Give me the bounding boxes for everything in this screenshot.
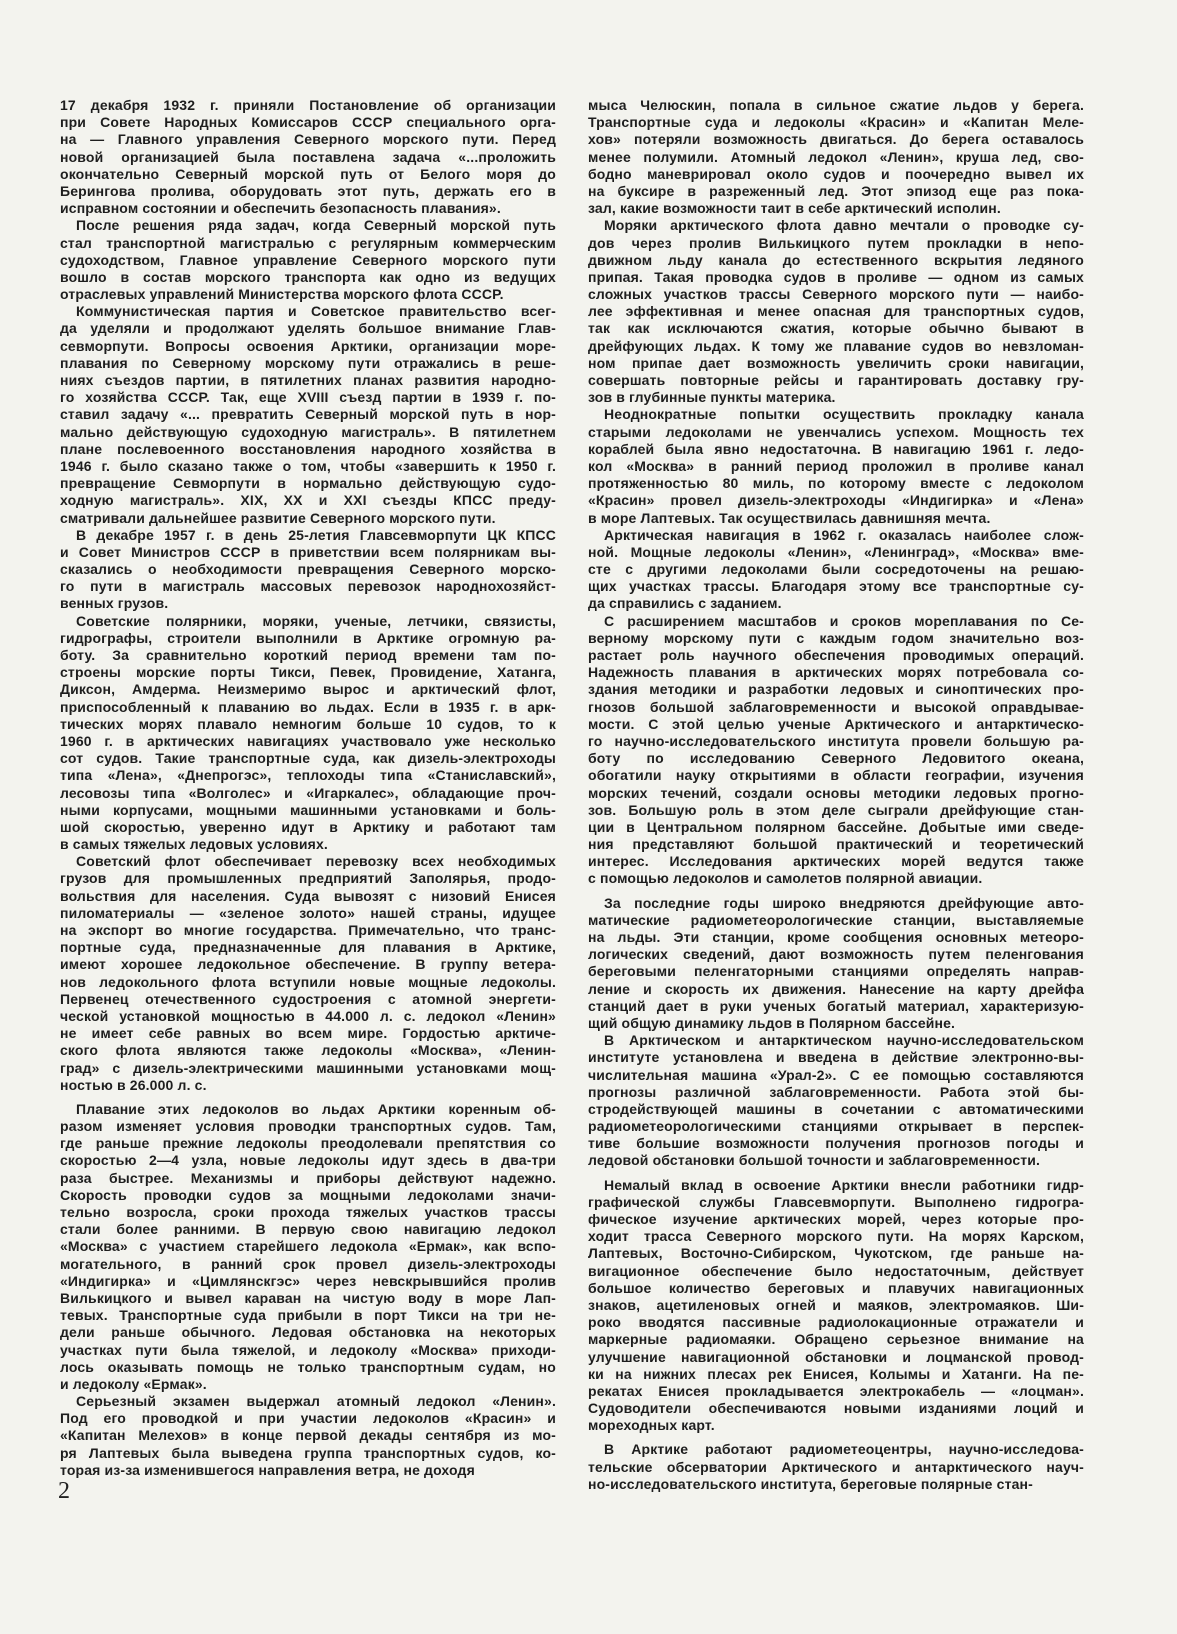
text-line: в море Лаптевых. Так осуществилась давнишняя мечта. [588,509,991,526]
text-line: гнозов большой заблаговременности и высокой оправдывае- [588,698,1084,715]
text-line: шой скоростью, уверенно идут в Арктику и работают там [60,818,556,835]
text-line: го научно-исследовательского института провели большую ра- [588,732,1084,749]
text-line: мости. С этой целью ученые Арктического и антарктическо- [588,715,1084,732]
text-line: После решения ряда задач, когда Северный морской путь [76,217,556,234]
text-line: окончательно Северный морской путь от Белого моря до [60,165,556,182]
text-line: ном припае дает возможность увеличить сроки навигации, [588,354,1084,371]
text-line: сот судов. Такие транспортные суда, как дизель-электроходы [60,750,556,767]
text-line: 1960 г. в арктических навигациях участвовало уже несколько [60,732,556,749]
text-line: зал, какие возможности таит в себе арктический исполин. [588,200,1001,217]
text-line: ной. Мощные ледоколы «Ленин», «Ленинград», «Москва» вме- [588,543,1084,560]
text-line: с помощью ледоколов и самолетов полярной авиации. [588,870,983,887]
text-line: станций дает в руки ученых богатый материал, характеризую- [588,997,1084,1014]
text-line: Моряки арктического флота давно мечтали о проводке су- [604,217,1084,234]
text-line: «Индигирка» и «Цимлянскгэс» через невскрывшийся пролив [60,1272,556,1289]
text-line: щий общую динамику льдов в Полярном бассейне. [588,1014,956,1031]
text-line: но-исследовательского института, береговые полярные стан- [588,1475,1033,1492]
text-line: «Капитан Мелехов» в конце первой декады сентября из мо- [60,1427,556,1444]
text-line: тевых. Транспортные суда прибыли в порт Тикси на три не- [60,1307,556,1324]
text-line: и ледоколу «Ермак». [60,1375,207,1392]
paragraph [60,1101,556,1393]
text-line: разом изменяет условия проводки транспортных судов. Там, [60,1118,556,1135]
text-line: Арктическая навигация в 1962 г. оказалась наиболее слож- [604,526,1084,543]
text-line: вигационное обеспечение было недостаточным, действует [588,1262,1084,1279]
text-line: го хозяйства СССР. Так, еще XVIII съезд партии в 1939 г. по- [60,389,556,406]
text-line: портные суда, предназначенные для плавания в Арктике, [60,939,556,956]
page-number: 2 [58,1478,70,1504]
paragraph [588,217,1084,406]
text-line: ностью в 26.000 л. с. [60,1076,207,1093]
text-line: грузов для промышленных предприятий Заполярья, продо- [60,870,556,887]
text-line: Скорость проводки судов за мощными ледоколами значи- [60,1186,556,1203]
paragraph [60,613,556,854]
text-line: фическое изучение арктических морей, через которые про- [588,1211,1084,1227]
text-line: ниях съездов партии, в пятилетних планах развития народно- [60,372,556,388]
text-line: рекатах Енисея прокладывается электрокабель — «лоцман». [588,1382,1084,1399]
text-line: при Совете Народных Комиссаров СССР специального орга- [60,114,556,131]
text-line: имеют хорошее ледокольное обеспечение. В группу ветера- [60,956,556,973]
text-line: За последние годы широко внедряются дрейфующие авто- [604,894,1084,911]
text-column-left [60,97,556,1479]
text-line: раза быстрее. Механизмы и приборы действуют надежно. [60,1169,556,1186]
text-line: сказались о необходимости превращения Северного морско- [60,561,556,578]
text-line: боту. За сравнительно короткий период времени там по- [60,647,556,663]
text-line: новой организацией была поставлена задача «...проложить [60,148,556,165]
text-line: Неоднократные попытки осуществить прокладку канала [604,406,1084,423]
text-line: В декабре 1957 г. в день 25-летия Главсевморпути ЦК КПСС [76,526,556,543]
text-line: ния представляют большой практический и теоретический [588,836,1084,853]
text-line: С расширением масштабов и сроков мореплавания по Се- [604,612,1084,629]
text-line: лось оказывать помощь не только транспортным судам, но [60,1358,556,1375]
text-line: Коммунистическая партия и Советское правительство всег- [76,303,556,320]
text-line: боту по исследованию Северного Ледовитого океана, [588,750,1084,767]
text-line: приспособленный к плаванию во льдах. Если в 1935 г. в арк- [60,698,556,715]
text-line: большое количество береговых и плавучих навигационных [588,1279,1084,1296]
text-line: 1946 г. было сказано также о том, чтобы «завершить к 1950 г. [60,457,556,474]
text-line: севморпути. Вопросы освоения Арктики, организации море- [60,337,556,354]
text-line: судоходством, Главное управление Северного морского пути [60,251,556,268]
text-line: хов» потеряли возможность двигаться. До берега оставалось [588,131,1084,148]
text-line: движном льду канала до естественного вскрытия ледяного [588,251,1084,268]
text-line: ря Лаптевых была выведена группа транспортных судов, ко- [60,1444,556,1461]
text-line: ставил задачу «... превратить Северный морской путь в нор- [60,406,556,423]
text-line: совершать повторные рейсы и гарантировать доставку гру- [588,372,1084,388]
text-line: ского флота являются также ледоколы «Москва», «Ленин- [60,1042,556,1059]
text-line: сложных участков трассы Северного морского пути — наибо- [588,286,1084,303]
text-line: радиометеорологическими станциями открывает в перспек- [588,1118,1084,1135]
text-line: да уделяли и продолжают уделять большое внимание Глав- [60,320,556,337]
text-line: вошло в состав морского транспорта как одно из ведущих [60,268,556,285]
text-line: зов в глубинные пункты материка. [588,389,836,406]
text-line: тиве большие возможности получения прогнозов погоды и [588,1135,1084,1152]
text-line: протяженностью 80 миль, по которому вместе с ледоколом [588,475,1084,492]
text-line: плавания по Северному морскому пути отражались в реше- [60,354,556,371]
text-line: ки на нижних плесах рек Енисея, Колымы и Хатанги. На пе- [588,1365,1084,1382]
paragraph [588,406,1084,526]
paragraph [60,303,556,526]
text-line: Надежность плавания в арктических морях потребовала со- [588,664,1084,681]
text-line: где раньше прежние ледоколы преодолевали препятствия со [60,1135,556,1152]
text-line: Советский флот обеспечивает перевозку всех необходимых [76,853,556,870]
text-line: плане послевоенного восстановления народного хозяйства в [60,440,556,457]
text-line: Советские полярники, моряки, ученые, летчики, связисты, [76,612,556,629]
text-line: мыса Челюскин, попала в сильное сжатие льдов у берега. [588,97,1084,113]
paragraph [588,97,1084,217]
text-line: ледовой обстановки большой точности и заблаговременности. [588,1152,1041,1169]
text-line: в самых тяжелых ледовых условиях. [60,836,328,853]
paragraph [588,1441,1084,1493]
text-line: мально действующую судоходную магистраль». В пятилетнем [60,423,556,440]
text-line: маркерные радиомаяки. Обращено серьезное внимание на [588,1331,1084,1348]
text-line: сте с другими ледоколами были сосредоточены на решаю- [588,561,1084,578]
text-line: Вилькицкого и вывел караван на чистую воду в море Лап- [60,1289,556,1306]
text-line: вольствия для населения. Суда вывозят с низовий Енисея [60,887,556,904]
text-line: Транспортные суда и ледоколы «Красин» и «Капитан Меле- [588,114,1084,131]
text-line: тельские обсерватории Арктического и антарктического науч- [588,1458,1084,1475]
text-line: интерес. Исследования арктических морей ведутся также [588,853,1084,870]
text-line: роко вводятся пассивные радиолокационные отражатели и [588,1314,1084,1331]
text-line: исправном состоянии и обеспечить безопасность плавания». [60,200,501,217]
text-line: стал транспортной магистралью с регулярным коммерческим [60,234,556,251]
text-line: кол «Москва» в ранний период проложил в проливе канал [588,457,1084,474]
text-line: Плавание этих ледоколов во льдах Арктики коренным об- [76,1100,556,1117]
paragraph [588,613,1084,888]
text-line: знаков, ацетиленовых огней и маяков, электромаяков. Ши- [588,1296,1084,1313]
text-line: институте установлена и введена в действие электронно-вы- [588,1049,1084,1066]
text-line: пиломатериалы — «зеленое золото» нашей страны, идущее [60,904,556,921]
text-line: превращение Севморпути в нормально действующую судо- [60,475,556,492]
paragraph [60,853,556,1094]
text-line: лесовозы типа «Волголес» и «Игаркалес», обладающие проч- [60,784,556,801]
text-line: стали более ранними. В первую свою навигацию ледокол [60,1221,556,1238]
text-column-right [588,97,1084,1493]
text-line: графической службы Главсевморпути. Выполнено гидрогра- [588,1193,1084,1210]
text-line: типа «Лена», «Днепрогэс», теплоходы типа «Станиславский», [60,767,556,784]
text-line: да справились с заданием. [588,595,782,612]
text-line: венных грузов. [60,595,169,612]
text-line: Берингова пролива, оборудовать этот путь, держать его в [60,182,556,199]
text-line: ходит трасса Северного морского пути. На морях Карском, [588,1228,1084,1245]
text-line: сматривали дальнейшее развитие Северного морского пути. [60,509,496,526]
text-line: лее эффективная и менее опасная для транспортных судов, [588,303,1084,320]
text-line: обогатили науку открытиями в области географии, изучения [588,767,1084,784]
text-line: го пути в магистраль массовых перевозок народнохозяйст- [60,578,556,595]
text-line: так как исключаются сжатия, которые обычно бывают в [588,320,1084,337]
text-line: мореходных карт. [588,1417,715,1434]
text-line: не имеет себе равных во всем мире. Гордостью арктиче- [60,1025,556,1042]
text-line: ными корпусами, мощными машинными установками и боль- [60,801,556,818]
text-line: ческой установкой мощностью в 44.000 л. с. ледокол «Ленин» [60,1007,556,1024]
text-line: тельно возросла, сроки прохода тяжелых участков трассы [60,1204,556,1220]
text-line: прогнозы различной заблаговременности. Работа этой бы- [588,1083,1084,1100]
text-line: бодно маневрировал около судов и поочередно вывел их [588,165,1084,182]
text-line: ление и скорость их движения. Нанесение на карту дрейфа [588,980,1084,997]
text-line: припая. Такая проводка судов в проливе — одном из самых [588,268,1084,285]
text-line: и Совет Министров СССР в приветствии всем полярникам вы- [60,543,556,560]
text-line: на — Главного управления Северного морского пути. Перед [60,131,556,148]
text-line: Под его проводкой и при участии ледоколов «Красин» и [60,1410,556,1427]
text-line: на экспорт во многие государства. Примечательно, что транс- [60,922,556,938]
text-line: зов. Большую роль в этом деле сыграли дрейфующие стан- [588,801,1084,818]
text-line: участках пути была тяжелой, и ледоколу «Москва» приходи- [60,1341,556,1358]
text-line: щих участках трассы. Благодаря этому все транспортные су- [588,578,1084,595]
paragraph [588,1177,1084,1435]
text-line: морских течений, создали основы методики ледовых прогно- [588,784,1084,801]
text-line: дрейфующих льдах. К тому же плавание судов во невзлoман- [588,337,1084,354]
text-line: 17 декабря 1932 г. приняли Постановление об организации [60,97,556,113]
text-line: Лаптевых, Восточно-Сибирском, Чукотском, где раньше на- [588,1245,1084,1262]
text-line: верному морскому пути с каждым годом значительно воз- [588,629,1084,646]
text-line: Немалый вклад в освоение Арктики внесли работники гидр- [604,1176,1084,1193]
text-line: В Арктике работают радиометеоцентры, научно-исследова- [604,1441,1084,1458]
text-line: гидрографы, строители выполнили в Арктике огромную ра- [60,629,556,646]
text-line: тических морях плавало немногим больше 10 судов, то к [60,715,556,732]
text-line: логических сведений, дают возможность путем пеленгования [588,946,1084,963]
text-line: град» с дизель-электрическими машинными установками мощ- [60,1059,556,1076]
text-line: береговыми пеленгаторными станциями определять направ- [588,963,1084,980]
text-line: ходную магистраль». XIX, XX и XXI съезды КПСС преду- [60,492,556,509]
text-line: менее полумили. Атомный ледокол «Ленин», круша лед, сво- [588,148,1084,165]
text-line: стродействующей машины в сочетании с автоматическими [588,1100,1084,1117]
text-line: Серьезный экзамен выдержал атомный ледокол «Ленин». [76,1393,556,1410]
text-line: Судоводители обеспечиваются новыми изданиями лоций и [588,1400,1084,1417]
text-line: здания методики и разработки ледовых и синоптических про- [588,681,1084,698]
text-line: нов ледокольного флота вступили новые мощные ледоколы. [60,973,556,990]
text-line: дов через пролив Вилькицкого путем прокладки в непо- [588,234,1084,251]
text-line: В Арктическом и антарктическом научно-исследовательском [604,1032,1084,1049]
paragraph [588,895,1084,1033]
text-line: матические радиометеорологические станции, выставляемые [588,911,1084,928]
text-line: старыми ледоколами не увенчались успехом. Мощность тех [588,423,1084,440]
text-line: растает роль научного обеспечения проводимых операций. [588,647,1084,663]
text-line: дели раньше обычного. Ледовая обстановка на некоторых [60,1324,556,1341]
text-line: строены морские порты Тикси, Певек, Провидение, Хатанга, [60,664,556,681]
text-line: отраслевых управлений Министерства морского флота СССР. [60,286,504,303]
paragraph [60,1393,556,1479]
text-line: улучшение навигационной обстановки и лоцманской провод- [588,1348,1084,1365]
text-line: на буксире в разреженный лед. Этот эпизод еще раз пока- [588,182,1084,199]
paragraph [60,527,556,613]
text-line: Первенец отечественного судостроения с атомной энергети- [60,990,556,1007]
text-line: Диксон, Амдерма. Неизмеримо вырос и арктический флот, [60,681,556,698]
text-line: ции в Центральном полярном бассейне. Добытые ими сведе- [588,818,1084,835]
text-line: на льды. Эти станции, кроме сообщения основных метеоро- [588,929,1084,945]
paragraph [60,217,556,303]
text-line: «Москва» с участием старейшего ледокола «Ермак», как вспо- [60,1238,556,1255]
text-line: «Красин» провел дизель-электроходы «Индигирка» и «Лена» [588,492,1084,509]
text-line: могательного, в ранний срок провел дизель-электроходы [60,1255,556,1272]
paragraph [60,97,556,217]
text-line: кораблей была явно недостаточна. В навигацию 1961 г. ледо- [588,440,1084,457]
text-line: скоростью 2—4 узла, новые ледоколы идут здесь в два-три [60,1152,556,1169]
paragraph [588,1032,1084,1170]
text-line: числительная машина «Урал-2». С ее помощью составляются [588,1066,1084,1083]
text-line: торая из-за изменившегося направления ветра, не доходя [60,1461,475,1478]
paragraph [588,527,1084,613]
